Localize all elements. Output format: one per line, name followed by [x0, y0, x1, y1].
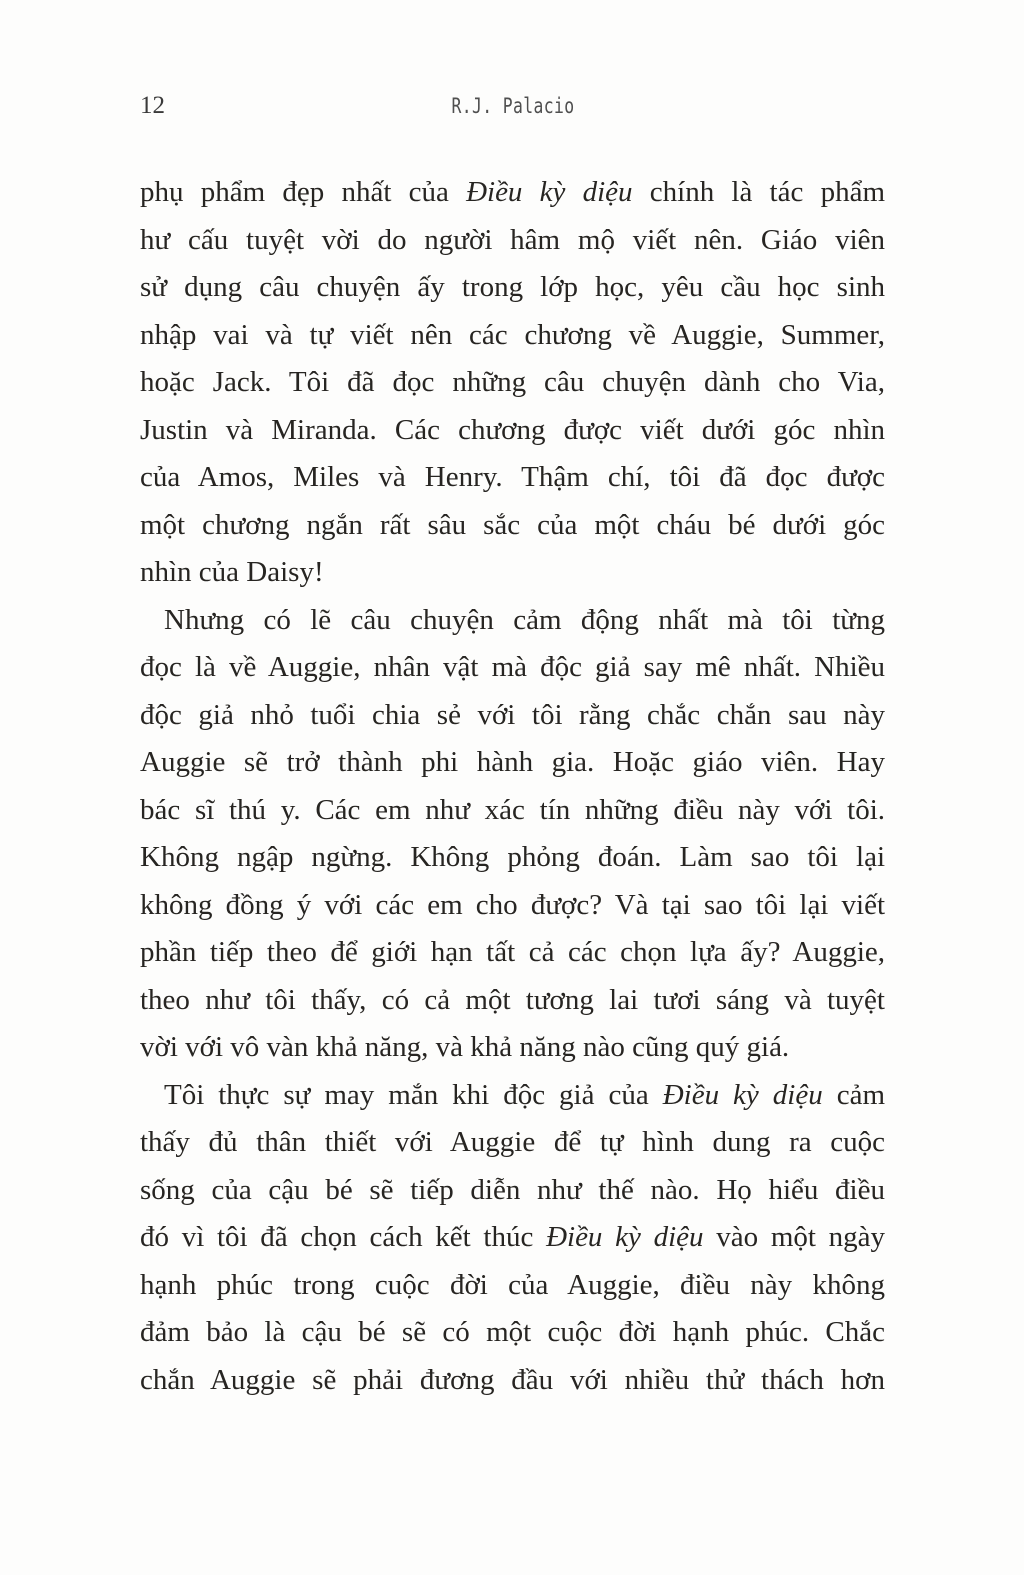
text-line — [140, 834, 885, 882]
text-run: sống của cậu bé sẽ tiếp diễn như thế nào. Họ hiểu điều — [140, 1173, 885, 1206]
text-run: đó vì tôi đã chọn cách kết thúc — [140, 1221, 547, 1253]
text-line — [140, 597, 885, 645]
text-line — [140, 454, 885, 502]
page-number: 12 — [140, 92, 165, 119]
text-run: độc giả nhỏ tuổi chia sẻ với tôi rằng chắc chắn sau này — [140, 698, 885, 731]
text-line — [140, 1214, 885, 1262]
text-run: đảm bảo là cậu bé sẽ có một cuộc đời hạnh phúc. Chắc — [140, 1316, 885, 1348]
text-run: hạnh phúc trong cuộc đời của Auggie, điều này không — [140, 1268, 885, 1301]
text-run: phụ phẩm đẹp nhất của — [140, 176, 467, 208]
text-run: một chương ngắn rất sâu sắc của một cháu bé dưới góc — [140, 508, 885, 541]
text-line — [140, 1309, 885, 1357]
text-run: cảm — [822, 1078, 885, 1111]
text-run: sử dụng câu chuyện ấy trong lớp học, yêu cầu học sinh — [140, 271, 885, 303]
text-run: nhìn của Daisy! — [140, 556, 324, 588]
text-run: nhập vai và tự viết nên các chương về Auggie, Summer, — [140, 318, 885, 351]
text-line — [140, 359, 885, 407]
page-header — [140, 90, 885, 124]
text-run: vời với vô vàn khả năng, và khả năng nào cũng quý giá. — [140, 1031, 790, 1063]
text-run: Auggie sẽ trở thành phi hành gia. Hoặc giáo viên. Hay — [140, 746, 885, 778]
text-line — [140, 502, 885, 550]
text-run: Nhưng có lẽ câu chuyện cảm động nhất mà tôi từng — [164, 603, 885, 636]
text-run: của Amos, Miles và Henry. Thậm chí, tôi đã đọc được — [140, 461, 885, 493]
book-title-italic: Điều kỳ diệu — [546, 1221, 704, 1253]
text-run: Tôi thực sự may mắn khi độc giả của — [164, 1078, 663, 1111]
book-title-italic: Điều kỳ diệu — [662, 1078, 823, 1111]
running-header-author: R.J. Palacio — [450, 94, 575, 118]
text-line — [140, 1167, 885, 1215]
text-run: bác sĩ thú y. Các em như xác tín những điều này với tôi. — [140, 793, 885, 826]
text-run: thấy đủ thân thiết với Auggie để tự hình dung ra cuộc — [140, 1126, 885, 1158]
text-run: theo như tôi thấy, có cả một tương lai tươi sáng và tuyệt — [140, 983, 885, 1016]
text-line — [140, 882, 885, 930]
text-run: vào một ngày — [703, 1221, 885, 1253]
text-line — [140, 217, 885, 265]
text-line — [140, 549, 885, 597]
text-line — [140, 1072, 885, 1120]
text-run: không đồng ý với các em cho được? Và tại sao tôi lại viết — [140, 888, 885, 921]
text-line — [140, 977, 885, 1025]
text-run: chắn Auggie sẽ phải đương đầu với nhiều thử thách hơn — [140, 1363, 885, 1396]
text-line — [140, 739, 885, 787]
text-line — [140, 692, 885, 740]
text-run: hoặc Jack. Tôi đã đọc những câu chuyện dành cho Via, — [140, 366, 885, 398]
page-body — [140, 169, 885, 1404]
text-line — [140, 1357, 885, 1405]
text-run: đọc là về Auggie, nhân vật mà độc giả say mê nhất. Nhiều — [140, 651, 885, 683]
text-line — [140, 787, 885, 835]
text-run: phần tiếp theo để giới hạn tất cả các chọn lựa ấy? Auggie, — [140, 936, 885, 968]
text-run: Không ngập ngừng. Không phỏng đoán. Làm sao tôi lại — [140, 841, 885, 873]
book-title-italic: Điều kỳ diệu — [466, 176, 633, 208]
text-run: chính là tác phẩm — [632, 176, 885, 208]
text-line — [140, 407, 885, 455]
text-line — [140, 1119, 885, 1167]
text-line — [140, 644, 885, 692]
text-run: Justin và Miranda. Các chương được viết dưới góc nhìn — [140, 413, 885, 446]
text-line — [140, 929, 885, 977]
text-run: hư cấu tuyệt vời do người hâm mộ viết nên. Giáo viên — [140, 223, 885, 256]
text-line — [140, 264, 885, 312]
text-line — [140, 312, 885, 360]
text-line — [140, 1262, 885, 1310]
text-line — [140, 1024, 885, 1072]
text-line — [140, 169, 885, 217]
